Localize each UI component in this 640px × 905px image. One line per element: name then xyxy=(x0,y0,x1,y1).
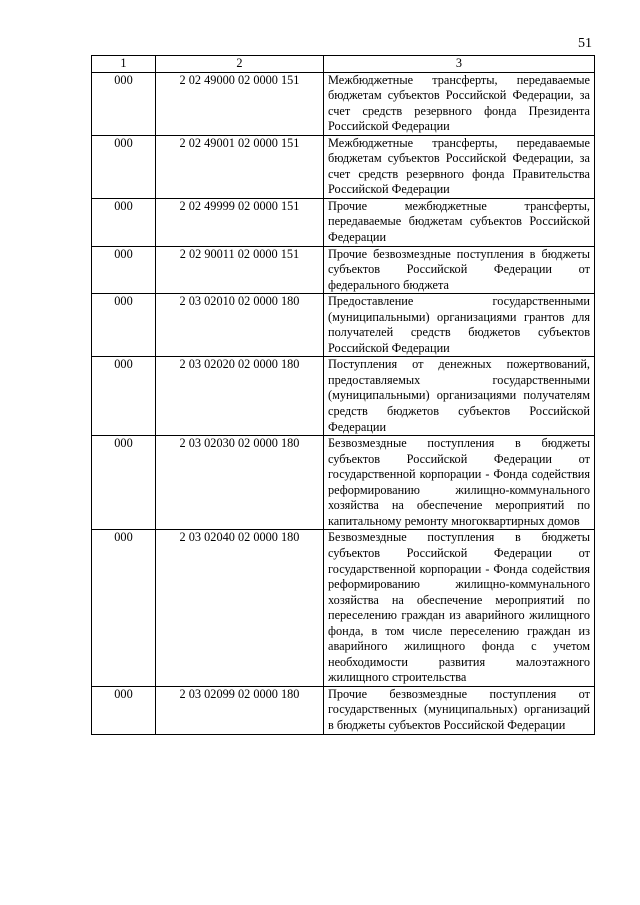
budget-classification-table xyxy=(91,55,595,735)
kbk-code-cell: 2 03 02099 02 0000 180 xyxy=(156,686,324,734)
table-row xyxy=(92,135,595,198)
description-cell: Поступления от денежных пожертвований, предоставляемых государственными (муниципальными) организациями получателям средств бюджетов субъектов Российской Федерации xyxy=(324,357,595,436)
description-cell: Прочие безвозмездные поступления в бюджеты субъектов Российской Федерации от федерального бюджета xyxy=(324,246,595,294)
table-row xyxy=(92,357,595,436)
description-cell: Безвозмездные поступления в бюджеты субъектов Российской Федерации от государственной корпорации - Фонда содействия реформированию жилищно-коммунального хозяйства на обеспечение мероприятий по капитальному ремонту многоквартирных домов xyxy=(324,436,595,530)
admin-code-cell: 000 xyxy=(92,357,156,436)
kbk-code-cell: 2 03 02040 02 0000 180 xyxy=(156,530,324,686)
table-row xyxy=(92,686,595,734)
admin-code-cell: 000 xyxy=(92,530,156,686)
table-row xyxy=(92,198,595,246)
column-header-1: 1 xyxy=(92,56,156,73)
description-cell: Прочие межбюджетные трансферты, передаваемые бюджетам субъектов Российской Федерации xyxy=(324,198,595,246)
kbk-code-cell: 2 02 49999 02 0000 151 xyxy=(156,198,324,246)
admin-code-cell: 000 xyxy=(92,198,156,246)
table-row xyxy=(92,246,595,294)
page-number: 51 xyxy=(578,36,592,51)
table-row xyxy=(92,530,595,686)
admin-code-cell: 000 xyxy=(92,436,156,530)
description-cell: Межбюджетные трансферты, передаваемые бюджетам субъектов Российской Федерации, за счет средств резервного фонда Президента Российской Федерации xyxy=(324,72,595,135)
admin-code-cell: 000 xyxy=(92,246,156,294)
description-cell: Предоставление государственными (муниципальными) организациями грантов для получателей средств бюджетов субъектов Российской Федерации xyxy=(324,294,595,357)
kbk-code-cell: 2 03 02030 02 0000 180 xyxy=(156,436,324,530)
table-row xyxy=(92,436,595,530)
table-row xyxy=(92,294,595,357)
admin-code-cell: 000 xyxy=(92,294,156,357)
description-cell: Прочие безвозмездные поступления от государственных (муниципальных) организаций в бюджеты субъектов Российской Федерации xyxy=(324,686,595,734)
admin-code-cell: 000 xyxy=(92,686,156,734)
kbk-code-cell: 2 02 90011 02 0000 151 xyxy=(156,246,324,294)
admin-code-cell: 000 xyxy=(92,72,156,135)
kbk-code-cell: 2 03 02010 02 0000 180 xyxy=(156,294,324,357)
kbk-code-cell: 2 03 02020 02 0000 180 xyxy=(156,357,324,436)
admin-code-cell: 000 xyxy=(92,135,156,198)
description-cell: Межбюджетные трансферты, передаваемые бюджетам субъектов Российской Федерации, за счет средств резервного фонда Правительства Российской Федерации xyxy=(324,135,595,198)
description-cell: Безвозмездные поступления в бюджеты субъектов Российской Федерации от государственной корпорации - Фонда содействия реформированию жилищно-коммунального хозяйства на обеспечение мероприятий по переселению граждан из аварийного жилищного фонда, в том числе переселению граждан из аварийного жилищного фонда с учетом необходимости развития малоэтажного жилищного строительства xyxy=(324,530,595,686)
column-header-2: 2 xyxy=(156,56,324,73)
kbk-code-cell: 2 02 49000 02 0000 151 xyxy=(156,72,324,135)
table-row xyxy=(92,72,595,135)
kbk-code-cell: 2 02 49001 02 0000 151 xyxy=(156,135,324,198)
table-header-row xyxy=(92,56,595,73)
column-header-3: 3 xyxy=(324,56,595,73)
